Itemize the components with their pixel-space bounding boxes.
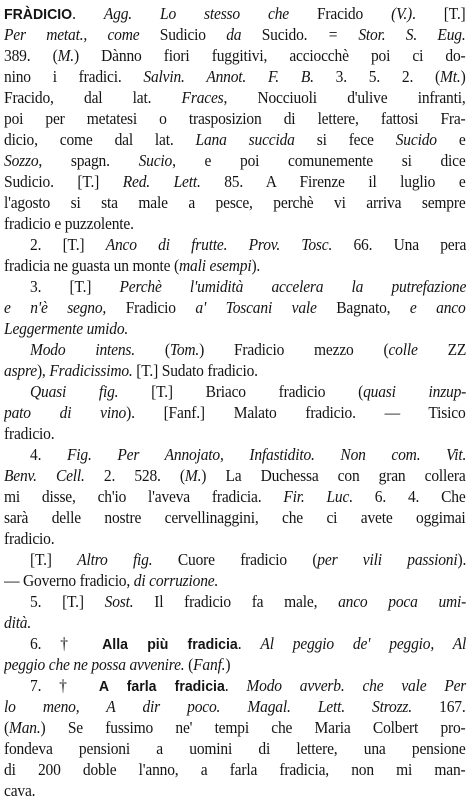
text-run: mi disse, ch'io l'aveva fradicia. — [4, 487, 284, 506]
entry-line — [30, 444, 466, 465]
italic-text-run: Per metat., come — [4, 25, 140, 44]
text-run: 3. [T.] — [30, 277, 120, 296]
entry-line — [4, 528, 466, 549]
italic-text-run: quasi inzup- — [363, 382, 467, 401]
italic-text-run: mali esempi — [179, 256, 252, 275]
entry-line — [4, 780, 466, 801]
italic-text-run: Fig. Per Annojato, Infastidito. Non com. Vit. — [66, 445, 467, 464]
text-run: l'agosto si sta male a pesce, perchè vi arriva sempre — [4, 193, 466, 212]
entry-line — [4, 612, 466, 633]
italic-text-run: Man. — [8, 718, 41, 737]
italic-text-run: Agg. Lo stesso che — [103, 4, 289, 23]
text-run: — Governo fradicio, — [4, 571, 134, 590]
entry-line — [30, 633, 466, 654]
text-run: ) — [225, 655, 231, 674]
entry-line — [30, 234, 466, 255]
text-run: ). — [251, 256, 261, 275]
text-run: fradicio e puzzolente. — [4, 214, 134, 233]
text-run: Sudicio — [139, 25, 227, 44]
text-run: , spagn. — [38, 151, 139, 170]
text-run: 7. † — [30, 676, 99, 695]
italic-text-run: Modo avverb. che vale Per — [246, 676, 467, 695]
italic-text-run: = Stor. S. Eug. — [327, 25, 466, 44]
text-run: poi per metatesi o trasposizion di lettere, fattosi Fra- — [4, 109, 466, 128]
italic-text-run: Red. Lett. — [122, 172, 201, 191]
text-run: 2. [T.] — [30, 235, 106, 254]
text-run: 66. Una pera — [332, 235, 467, 254]
entry-line — [4, 654, 466, 675]
entry-line — [4, 318, 466, 339]
italic-text-run: peggio che ne possa avvenire. — [4, 655, 185, 674]
text-run: 6. 4. Che — [352, 487, 466, 506]
text-run: ZZ — [417, 340, 467, 359]
italic-text-run: Fraces — [181, 88, 224, 107]
italic-text-run: Sost. — [104, 592, 134, 611]
entry-line — [30, 549, 466, 570]
text-run: di 200 doble l'anno, a farla fradicia, non mi man- — [4, 760, 466, 779]
text-run: , e poi comunemente si dice — [172, 151, 466, 170]
italic-text-run: e anco — [409, 298, 466, 317]
text-run: 4. — [30, 445, 67, 464]
italic-text-run: Sucio — [138, 151, 173, 170]
text-run: si fece — [294, 130, 396, 149]
italic-text-run: Al peggio de' peggio, Al — [260, 634, 467, 653]
entry-line — [4, 738, 466, 759]
text-run: . — [237, 634, 261, 653]
italic-text-run: pato di vino — [4, 403, 127, 422]
text-run: ( — [184, 655, 194, 674]
italic-text-run: Salvin. Annot. F. B. — [143, 67, 314, 86]
text-run: 389. ( — [4, 46, 58, 65]
italic-text-run: e n'è segno, — [4, 298, 107, 317]
entry-line — [4, 759, 466, 780]
text-run: ) Se fussimo ne' tempi che Maria Colbert pro- — [40, 718, 466, 737]
text-run: fradicio. — [4, 529, 55, 548]
text-run: Fradicio — [106, 298, 196, 317]
entry-line — [4, 465, 466, 486]
italic-text-run: Sozzo — [4, 151, 39, 170]
text-run: e — [436, 130, 466, 149]
italic-text-run: Fir. Luc. — [283, 487, 353, 506]
entry-line — [4, 507, 466, 528]
text-run: cava. — [4, 781, 36, 800]
italic-text-run: Altro fig. — [77, 550, 153, 569]
italic-text-run: Perchè l'umidità accelera la putrefazione — [119, 277, 467, 296]
text-run: fondeva pensioni a uomini di lettere, una pensione — [4, 739, 466, 758]
entry-line — [4, 66, 466, 87]
entry-line — [4, 486, 466, 507]
text-run: ) Fradicio mezzo ( — [199, 340, 389, 359]
entry-line — [30, 339, 466, 360]
text-run: ). [Fanf.] Malato fradicio. — Tisico — [126, 403, 466, 422]
text-run: 2. 528. ( — [84, 466, 185, 485]
italic-text-run: Fanf. — [193, 655, 226, 674]
text-run: ( — [134, 340, 170, 359]
italic-text-run: (V.) — [391, 4, 413, 23]
entry-line — [4, 297, 466, 318]
text-run: Cuore fradicio ( — [152, 550, 318, 569]
text-run: ), — [36, 361, 50, 380]
entry-line — [4, 3, 466, 24]
text-run: dicio, come dal lat. — [4, 130, 196, 149]
text-run: 85. A Firenze il luglio e — [200, 172, 466, 191]
headword-term: Alla più fradicia — [102, 636, 238, 653]
headword-term: FRÀDICIO — [4, 6, 73, 23]
text-run: ) Dànno fiori fuggitivi, acciocchè poi ci do- — [74, 46, 466, 65]
entry-line — [30, 276, 466, 297]
italic-text-run: da — [226, 25, 242, 44]
text-run: Bagnato, — [316, 298, 410, 317]
entry-line — [4, 24, 466, 45]
italic-text-run: M. — [57, 46, 75, 65]
text-run: . [T.] — [412, 4, 466, 23]
text-run: . — [72, 4, 104, 23]
text-run: sarà delle nostre cervellinaggini, che ci avete oggimai — [4, 508, 466, 527]
entry-line — [4, 360, 466, 381]
entry-line — [4, 129, 466, 150]
text-run: [T.] Sudato fradicio. — [132, 361, 258, 380]
entry-line — [4, 570, 466, 591]
text-run: fradicio. — [4, 424, 55, 443]
entry-line — [4, 255, 466, 276]
text-run: Fracido — [288, 4, 392, 23]
entry-line — [4, 108, 466, 129]
italic-text-run: colle — [388, 340, 418, 359]
entry-line — [30, 591, 466, 612]
italic-text-run: Anco di frutte. Prov. Tosc. — [105, 235, 333, 254]
text-run: fradicia ne guasta un monte ( — [4, 256, 180, 275]
italic-text-run: Mt. — [440, 67, 461, 86]
entry-line — [4, 150, 466, 171]
italic-text-run: dità. — [4, 613, 32, 632]
text-run: , Nocciuoli d'ulive infranti, — [223, 88, 466, 107]
text-run: Fracido, dal lat. — [4, 88, 182, 107]
italic-text-run: Leggermente umido. — [4, 319, 129, 338]
entry-line — [4, 45, 466, 66]
italic-text-run: Modo intens. — [30, 340, 135, 359]
entry-line — [4, 171, 466, 192]
entry-line — [4, 87, 466, 108]
text-run: 167. — [411, 697, 466, 716]
entry-line — [4, 696, 466, 717]
italic-text-run: Fradicissimo. — [49, 361, 133, 380]
entry-line — [4, 192, 466, 213]
italic-text-run: Sucido — [395, 130, 437, 149]
italic-text-run: anco poca umi- — [338, 592, 467, 611]
headword-term: A farla fradicia — [98, 678, 225, 695]
text-run: 6. † — [30, 634, 103, 653]
text-run: ) — [460, 67, 466, 86]
entry-line — [30, 381, 466, 402]
entry-line — [4, 423, 466, 444]
entry-line — [4, 213, 466, 234]
text-run: Sucido. — [241, 25, 328, 44]
italic-text-run: Quasi fig. — [30, 382, 119, 401]
entry-line — [4, 402, 466, 423]
italic-text-run: Tom. — [169, 340, 200, 359]
text-run: ). — [457, 550, 467, 569]
italic-text-run: aspre — [4, 361, 37, 380]
text-run: 5. [T.] — [30, 592, 105, 611]
text-run: 3. 5. 2. ( — [313, 67, 441, 86]
entry-line — [4, 717, 466, 738]
italic-text-run: per vili passioni — [317, 550, 458, 569]
italic-text-run: Lana succida — [195, 130, 295, 149]
text-run: . — [224, 676, 247, 695]
entry-line — [30, 675, 466, 696]
text-run: Il fradicio fa male, — [133, 592, 339, 611]
text-run: nino i fradici. — [4, 67, 144, 86]
italic-text-run: lo meno, A dir poco. Magal. Lett. Strozz. — [4, 697, 412, 716]
text-run: [T.] Briaco fradicio ( — [118, 382, 364, 401]
italic-text-run: M. — [184, 466, 202, 485]
text-run: ) La Duchessa con gran collera — [201, 466, 466, 485]
text-run: Sudicio. [T.] — [4, 172, 123, 191]
italic-text-run: di corruzione. — [133, 571, 219, 590]
text-run: ( — [4, 718, 9, 737]
text-run: [T.] — [30, 550, 78, 569]
italic-text-run: Benv. Cell. — [4, 466, 85, 485]
italic-text-run: a' Toscani vale — [195, 298, 317, 317]
